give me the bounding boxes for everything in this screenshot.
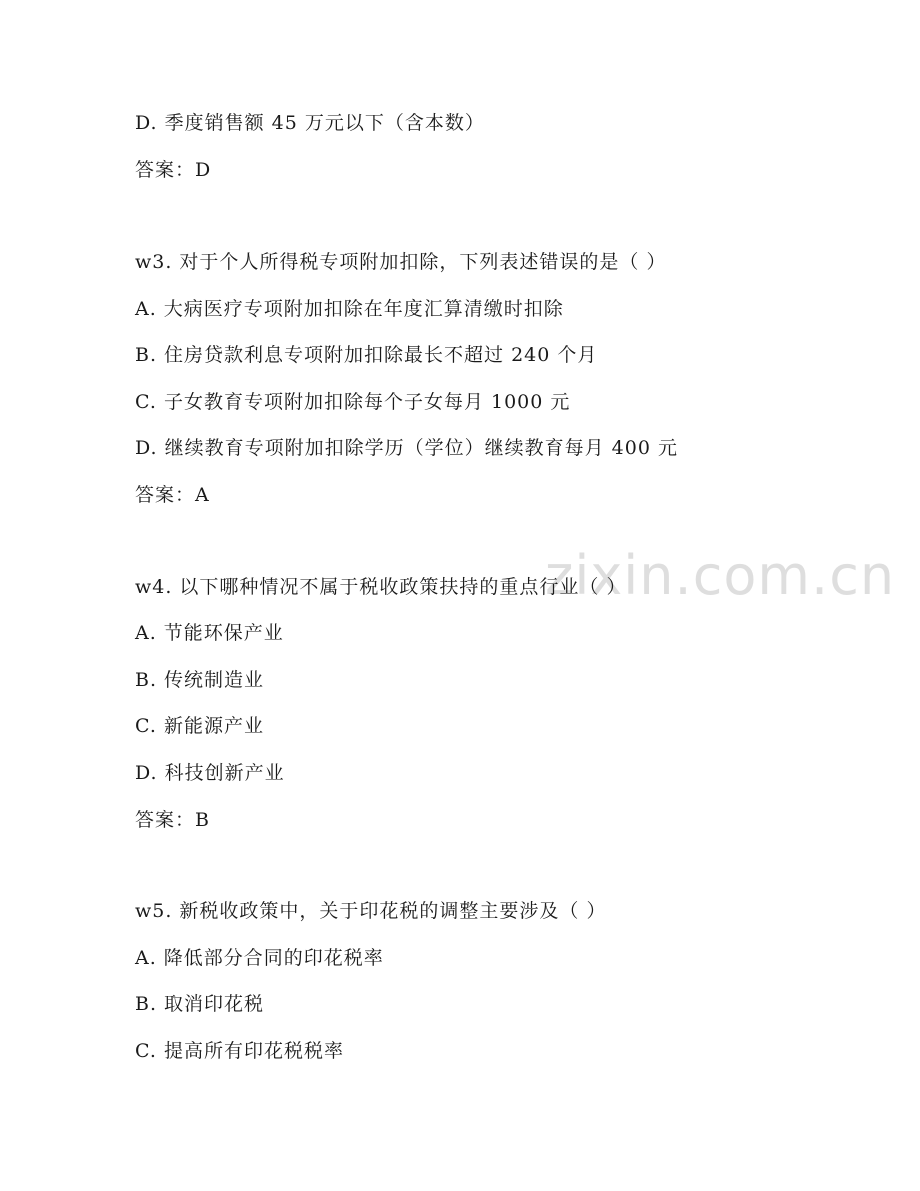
q3-option-a: A. 大病医疗专项附加扣除在年度汇算清缴时扣除 [135, 298, 564, 320]
q5-question: w5. 新税收政策中，关于印花税的调整主要涉及（ ） [135, 900, 607, 922]
q3-option-c: C. 子女教育专项附加扣除每个子女每月 1000 元 [135, 391, 571, 413]
q3-question: w3. 对于个人所得税专项附加扣除，下列表述错误的是（ ） [135, 251, 667, 273]
q3-option-d: D. 继续教育专项附加扣除学历（学位）继续教育每月 400 元 [135, 437, 678, 459]
q3-answer: 答案：A [135, 484, 210, 506]
q2-answer: 答案：D [135, 159, 212, 181]
q5-option-a: A. 降低部分合同的印花税率 [135, 947, 384, 969]
q2-option-d: D. 季度销售额 45 万元以下（含本数） [135, 112, 485, 134]
q3-option-b: B. 住房贷款利息专项附加扣除最长不超过 240 个月 [135, 344, 598, 366]
q5-option-b: B. 取消印花税 [135, 993, 265, 1015]
q4-option-a: A. 节能环保产业 [135, 622, 284, 644]
q4-option-b: B. 传统制造业 [135, 669, 265, 691]
q5-option-c: C. 提高所有印花税税率 [135, 1040, 344, 1062]
q4-option-c: C. 新能源产业 [135, 715, 264, 737]
watermark: zixin.com.cn [545, 544, 896, 607]
q4-answer: 答案：B [135, 809, 210, 831]
q4-question: w4. 以下哪种情况不属于税收政策扶持的重点行业（ ） [135, 576, 627, 598]
q4-option-d: D. 科技创新产业 [135, 762, 285, 784]
